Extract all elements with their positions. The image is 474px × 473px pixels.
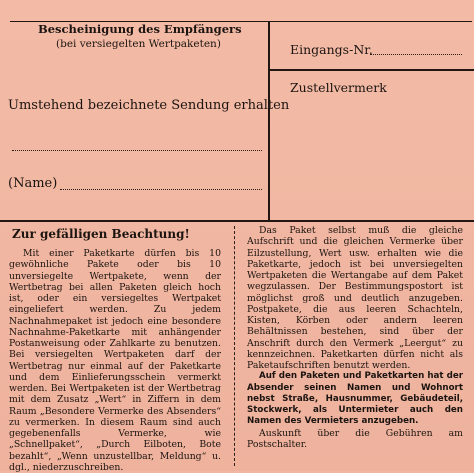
notice-right-paragraph-1: Das Paket selbst muß die gleiche Aufschrift und die gleichen Vermerke über Eilzustellung, Wert usw. erhalten wie die Paketkarte, jedoch ist bei unversiegelten Wertpaketen die Wertangabe auf dem Paket wegzulassen. Der Bestimmungspostort ist möglichst groß und deutlich anzugeben. Postpakete, die aus leeren Schachteln, Kisten, Körben oder andern leeren Behältnissen bestehen, sind über der Anschrift durch den Vermerk „Leergut“ zu kennzeichnen. Paketkarten dürfen nicht als Paketaufschriften benutzt werden. [247, 225, 463, 371]
eingangs-nr-label: Eingangs-Nr. [290, 42, 373, 57]
notice-left-paragraph: Mit einer Paketkarte dürfen bis 10 gewöhnliche Pakete oder bis 10 unversiegelte Wertpakete, wenn der Wertbetrag bei allen Paketen gleich hoch ist, oder ein versiegeltes Wertpaket eingeliefert werden. Zu jedem Nachnahmepaket ist jedoch eine besondere Nachnahme-Paketkarte mit anhängender Postanweisung oder Zahlkarte zu benutzen. Bei versiegelten Wertpaketen darf der Wertbetrag nur einmal auf der Paketkarte und dem Einlieferungsschein vermerkt werden. Bei Wertpaketen ist der Wertbetrag mit dem Zusatz „Wert“ in Ziffern in dem Raum „Besondere Vermerke des Absenders“ zu vermerken. In diesem Raum sind auch gegebenenfalls Vermerke, wie „Schnellpaket“, „Durch Eilboten, Bote bezahlt“, „Wenn unzustellbar, Meldung“ u. dgl., niederzuschreiben. [9, 248, 221, 473]
zustell-divider-line [269, 69, 474, 71]
middle-divider-line [0, 220, 474, 222]
received-statement: Umstehend bezeichnete Sendung erhalten [8, 98, 290, 113]
received-signature-line[interactable] [12, 150, 262, 151]
zustellvermerk-label: Zustellvermerk [290, 80, 387, 95]
name-input-line[interactable] [60, 189, 262, 190]
receipt-subtitle: (bei versiegelten Wertpaketen) [56, 38, 221, 50]
notice-right-paragraph-2: Auf den Paketen und Paketkarten hat der Absender seinen Namen und Wohnort nebst Straße, Hausnummer, Gebäudeteil, Stockwerk, als Untermieter auch den Namen des Vermieters anzugeben. [247, 371, 463, 427]
eingangs-nr-input-line[interactable] [370, 54, 462, 55]
vertical-divider-top [268, 22, 270, 220]
receipt-title: Bescheinigung des Empfängers [38, 22, 242, 36]
notice-heading: Zur gefälligen Beachtung! [12, 227, 190, 241]
notice-left-column [9, 248, 221, 473]
notice-right-paragraph-3: Auskunft über die Gebühren am Postschalter. [247, 427, 463, 450]
name-label: (Name) [8, 176, 58, 191]
notice-column-divider [234, 226, 235, 466]
notice-right-column [247, 225, 463, 450]
